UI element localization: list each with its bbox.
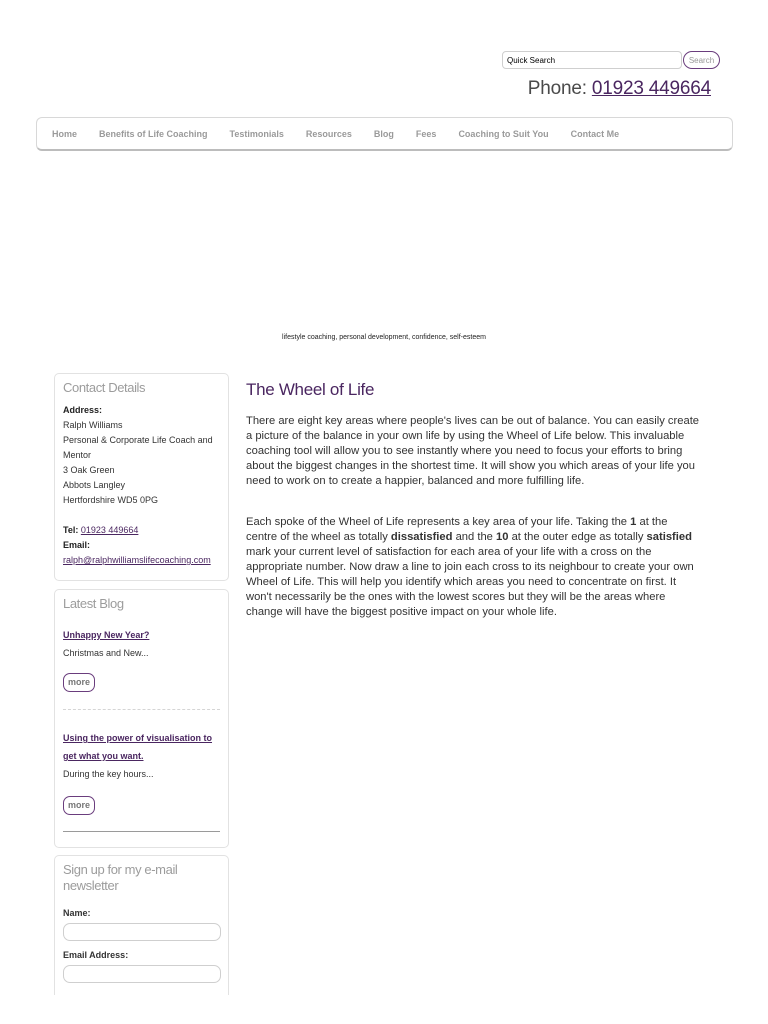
latest-blog-box (54, 589, 229, 848)
blog-more-button[interactable]: more (63, 796, 95, 815)
main-nav (36, 117, 733, 151)
wheel-paragraph (246, 515, 701, 620)
blog-post-title[interactable]: Unhappy New Year? (63, 630, 150, 640)
text: and the (452, 531, 497, 543)
bold-text: 1 (630, 516, 637, 528)
search-input[interactable] (502, 51, 682, 69)
search-button[interactable]: Search (683, 51, 720, 69)
blog-post-excerpt: Christmas and New... (63, 648, 149, 658)
bold-text: dissatisfied (390, 531, 453, 543)
intro-paragraph: There are eight key areas where people's lives can be out of balance. You can easily create a picture of the balance in your own life by using the Wheel of Life below. This invaluable coaching tool will allow you to see instantly where you need to focus your efforts to bring about the biggest changes in the shortest time. It will show you which areas of your life you need to work on to create a happier, balanced and more fulfilling life. (246, 415, 700, 487)
phone-link[interactable]: 01923 449664 (591, 78, 711, 99)
header-phone (528, 78, 711, 100)
nav-home[interactable]: Home (52, 128, 78, 139)
email-link[interactable]: ralph@ralphwilliamslifecoaching.com (63, 555, 211, 565)
email-address-label: Email Address: (63, 950, 129, 960)
contact-street: 3 Oak Green (63, 465, 115, 475)
text: mark your current level of satisfaction for each area of your life with a cross on the appropriate number. Now draw a line to join each cross to its neighbour to create your own Wheel of Life. This will help you identify which areas you need to concentrate on first. It won't necessarily be the ones with the lowest scores but they will be the areas where change will have the biggest positive impact on your whole life. (246, 546, 694, 618)
nav-benefits[interactable]: Benefits of Life Coaching (99, 128, 208, 139)
nav-fees[interactable]: Fees (415, 128, 437, 139)
tel-label: Tel: (63, 525, 81, 535)
nav-testimonials[interactable]: Testimonials (229, 128, 284, 139)
divider (63, 709, 220, 710)
divider (63, 831, 220, 832)
text: Each spoke of the Wheel of Life represents a key area of your life. Taking the (246, 516, 631, 528)
bold-text: 10 (496, 531, 509, 543)
name-label: Name: (63, 908, 91, 918)
quick-search (502, 51, 718, 69)
newsletter-box (54, 855, 229, 995)
nav-contact-me[interactable]: Contact Me (570, 128, 620, 139)
text: at the centre of the wheel as totally (246, 516, 668, 543)
newsletter-heading: Sign up for my e-mail newsletter (63, 862, 178, 893)
blog-heading: Latest Blog (63, 596, 124, 611)
contact-heading: Contact Details (63, 380, 146, 395)
blog-more-button[interactable]: more (63, 673, 95, 692)
nav-resources[interactable]: Resources (305, 128, 352, 139)
address-label: Address: (63, 405, 103, 415)
phone-label: Phone: (527, 78, 592, 99)
tagline: lifestyle coaching, personal development, confidence, self-esteem (282, 334, 486, 341)
contact-county: Hertfordshire WD5 0PG (63, 495, 159, 505)
contact-town: Abbots Langley (63, 480, 126, 490)
contact-role: Personal & Corporate Life Coach and Mentor (63, 435, 213, 460)
name-field[interactable] (63, 923, 221, 941)
blog-post (63, 625, 220, 692)
nav-blog[interactable]: Blog (373, 128, 394, 139)
email-label: Email: (63, 540, 91, 550)
email-address-field[interactable] (63, 965, 221, 983)
blog-post-title[interactable]: Using the power of visualisation to get what you want. (63, 733, 213, 761)
blog-post (63, 728, 220, 815)
blog-post-excerpt: During the key hours... (63, 769, 154, 779)
text: at the outer edge as totally (508, 531, 647, 543)
contact-name: Ralph Williams (63, 420, 123, 430)
tel-link[interactable]: 01923 449664 (80, 525, 139, 535)
contact-details-box (54, 373, 229, 581)
page-title: The Wheel of Life (246, 380, 375, 399)
bold-text: satisfied (646, 531, 692, 543)
nav-coaching-to-suit-you[interactable]: Coaching to Suit You (458, 128, 549, 139)
